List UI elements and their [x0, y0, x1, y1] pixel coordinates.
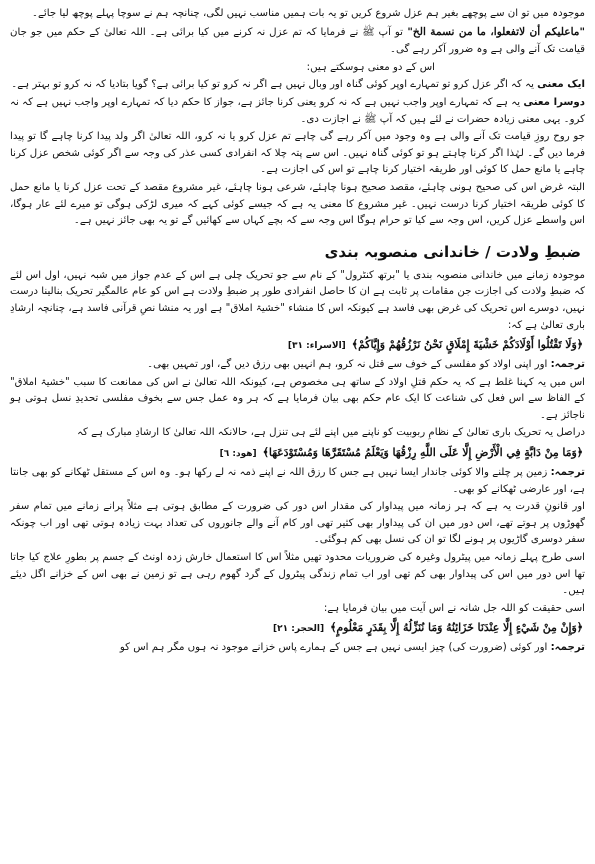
- meaning-two-paragraph: [10, 95, 585, 128]
- verse-reference: [الحجر: ٢١]: [273, 624, 325, 635]
- meaning-two-label: دوسرا معنی: [523, 96, 585, 108]
- translation: [10, 465, 585, 498]
- hadith-explanation: تو آپ ﷺ نے فرمایا کہ تم عزل نہ کرنے میں کیا برائی ہے۔ اللہ تعالیٰ کے حکم میں جو جان قیامت تک آنے والی ہے وہ ضرور آکر رہے گی۔: [10, 26, 585, 56]
- hadith-quote: "ماعليكم أن لاتفعلوا، ما من نسمة الخ": [407, 25, 585, 38]
- verse-text: ﴿وَمَا مِنْ دَابَّةٍ فِي الْأَرْضِ إِلَّا عَلَى اللَّهِ رِزْقُهَا وَيَعْلَمُ مُسْتَقَرَّهَا وَمُسْتَوْدَعَهَا﴾: [262, 446, 583, 460]
- paragraph: اسی طرح پہلے زمانہ میں پیٹرول وغیرہ کی ضروریات محدود تھیں مثلاً اس کا استعمال خارش زدہ اونٹ کے جسم پر بطورِ علاج کیا جاتا تھا اس دور میں اس کی پیداوار بھی کم تھی اور اب تمام زندگی پیٹرول کے گرد گھوم رہی ہے تو زمین نے بھی اس کے خزانے اگل دیئے ہیں۔: [10, 552, 585, 597]
- meaning-one-paragraph: [10, 77, 585, 94]
- translation-text: اور اپنی اولاد کو مفلسی کے خوف سے قتل نہ کرو، ہم انہیں بھی رزق دیں گے، اور تمہیں بھی۔: [147, 359, 548, 371]
- translation: [10, 357, 585, 374]
- meaning-two-text: یہ ہے کہ تمہارے اوپر واجب نہیں ہے کہ نہ کرو یعنی کرنا جائز ہے، جواز کا حکم دیا کہ تمہارے اوپر واجب نہیں ہے کہ نہ کرو۔ یہی معنی زیادہ حضرات نے لئے ہیں کہ آپ ﷺ نے اجازت دی۔: [10, 96, 585, 125]
- paragraph: موجودہ زمانے میں خاندانی منصوبہ بندی یا "برتھ کنٹرول" کے نام سے جو تحریک چلی ہے اس کے عدم جواز میں شبہ نہیں، اول اس لئے کہ ضبطِ ولادت کی اجازت جن مقامات پر ثابت ہے ان کا حاصل انفرادی طور پر ضبطِ ولادت ہے اس کو عام عالمگیر تحریک بنالینا درست نہیں، دوسرے اس تحریک کی غرض بھی فاسد ہے کیونکہ اس کا منشاء "خشیۃ املاق" ہے اور یہ منشا نصِ قرآنی فاسد ہے، چنانچہ ارشادِ باری تعالیٰ ہے کہ:: [10, 269, 585, 331]
- paragraph: اور قانونِ قدرت یہ ہے کہ ہر زمانہ میں پیداوار کی مقدار اس دور کی ضرورت کے مطابق ہوتی ہے مثلاً پرانے زمانے میں تمام سفر گھوڑوں پر ہوتے تھے، اس دور میں ان کی پیداوار بھی کثیر تھی اور کام آنے والے جانوروں کی تعداد بہت زیادہ ہوتی تھی اور اب چونکہ سفر دوسری گاڑیوں پر ہونے لگا تو ان کی نسل بھی کم ہوگئی۔: [10, 501, 585, 546]
- translation-label: ترجمہ:: [550, 467, 585, 479]
- translation-label: ترجمہ:: [550, 642, 585, 654]
- paragraph: موجودہ میں تو ان سے پوچھے بغیر ہم عزل شروع کریں تو یہ بات ہمیں مناسب نہیں لگی، چنانچہ ہم نے سوچا پہلے پوچھ لیا جائے۔: [31, 8, 585, 19]
- translation-text: زمین پر چلنے والا کوئی جاندار ایسا نہیں ہے جس کا رزق اللہ نے اپنے ذمہ نہ لے رکھا ہو۔ وہ اس کے مستقل ٹھکانے کو بھی جانتا ہے، اور عارضی ٹھکانے کو بھی۔: [10, 467, 585, 495]
- section-heading: ضبطِ ولادت / خاندانی منصوبہ بندی: [324, 242, 581, 261]
- paragraph: جو روح روزِ قیامت تک آنے والی ہے وہ وجود میں آکر رہے گی چاہے تم عزل کرو یا نہ کرو، اللہ تعالیٰ اگر ولد پیدا کرنا چاہے گا تو پیدا فرما دیں گے۔ لہٰذا اگر کرنا چاہتے ہو تو کوئی گناہ نہیں۔ اس سے پتہ چلا کہ انفرادی کسی عذر کی وجہ سے اگر کوئی شخص عزل کرنا چاہے یا مانع حمل کا کوئی اور طریقہ اختیار کرنا چاہے تو اس کی اجازت ہے۔: [10, 131, 585, 176]
- quran-verse: [10, 619, 585, 638]
- verse-text: ﴿وَلَا تَقْتُلُوا أَوْلَادَكُمْ خَشْيَةَ إِمْلَاقٍ نَحْنُ نَرْزُقُهُمْ وَإِيَّاكُمْ﴾: [351, 338, 583, 352]
- verse-reference: [ھود: ٦]: [219, 449, 257, 460]
- meaning-one-text: یہ کہ اگر عزل کرو تو تمہارے اوپر کوئی گناہ اور وبال نہیں ہے اگر نہ کرو تو کیا برائی ہے؟ گویا بتادیا کہ نہ کرو تو بہتر ہے۔: [11, 79, 534, 91]
- quran-verse: [10, 336, 585, 355]
- verse-text: ﴿وَإِنْ مِنْ شَيْءٍ إِلَّا عِنْدَنَا خَزَائِنُهُ وَمَا نُنَزِّلُهُ إِلَّا بِقَدَرٍ مَعْلُومٍ﴾: [330, 621, 583, 635]
- translation-label: ترجمہ:: [550, 359, 585, 371]
- verse-reference: [الاسراء: ٣١]: [287, 341, 346, 352]
- paragraph: دراصل یہ تحریک باری تعالیٰ کے نظامِ ربوبیت کو ناپنے میں اپنے لئے ہی تنزل ہے، حالانکہ اللہ تعالیٰ کا ارشادِ مبارک ہے کہ: [77, 427, 585, 439]
- hadith-paragraph: [10, 24, 585, 59]
- quran-verse: [10, 444, 585, 463]
- meaning-one-label: ایک معنی: [537, 79, 585, 91]
- birth-control-section: [10, 268, 585, 657]
- paragraph: اس میں یہ کہنا غلط ہے کہ یہ حکم قتلِ اولاد کے ساتھ ہی مخصوص ہے، کیونکہ اللہ تعالیٰ نے اس کی ممانعت کا سبب "خشیۃ املاق" کے الفاظ سے اس فعل کی شناعت کا ایک عام حکم بھی بیان فرمایا ہے کہ ہر وہ عمل جس سے بخوف مفلسی تحدیدِ نسل ہوتی ہو ناجائز ہے۔: [10, 376, 585, 421]
- paragraph: اس کے دو معنی ہوسکتے ہیں:: [306, 61, 435, 73]
- translation-text: اور کوئی (ضرورت کی) چیز ایسی نہیں ہے جس کے ہمارے پاس خزانے موجود نہ ہوں مگر ہم اس کو: [119, 642, 548, 654]
- translation: [10, 640, 585, 657]
- paragraph: اسی حقیقت کو اللہ جل شانہ نے اس آیت میں بیان فرمایا ہے:: [323, 602, 585, 614]
- intro-block: [10, 6, 585, 230]
- paragraph: البتہ غرض اس کی صحیح ہونی چاہئے، مقصد صحیح ہونا چاہئے، شرعی ہونا چاہئے، غیر مشروع مقصد کے تحت عزل کرنا یا مانع حمل کا کوئی طریقہ اختیار کرنا درست نہیں۔ غیر مشروع کا معنی یہ ہے کہ جیسے کوئی کہے کہ میری لڑکی ہوگی تو میرے لئے عار ہوگا، اس واسطے عزل کریں، اس وجہ سے کیا تو حرام ہوگا اس وجہ سے کہ بچے کہاں سے کھائیں گے تو یہ بھی جائز نہیں ہے۔: [10, 181, 585, 227]
